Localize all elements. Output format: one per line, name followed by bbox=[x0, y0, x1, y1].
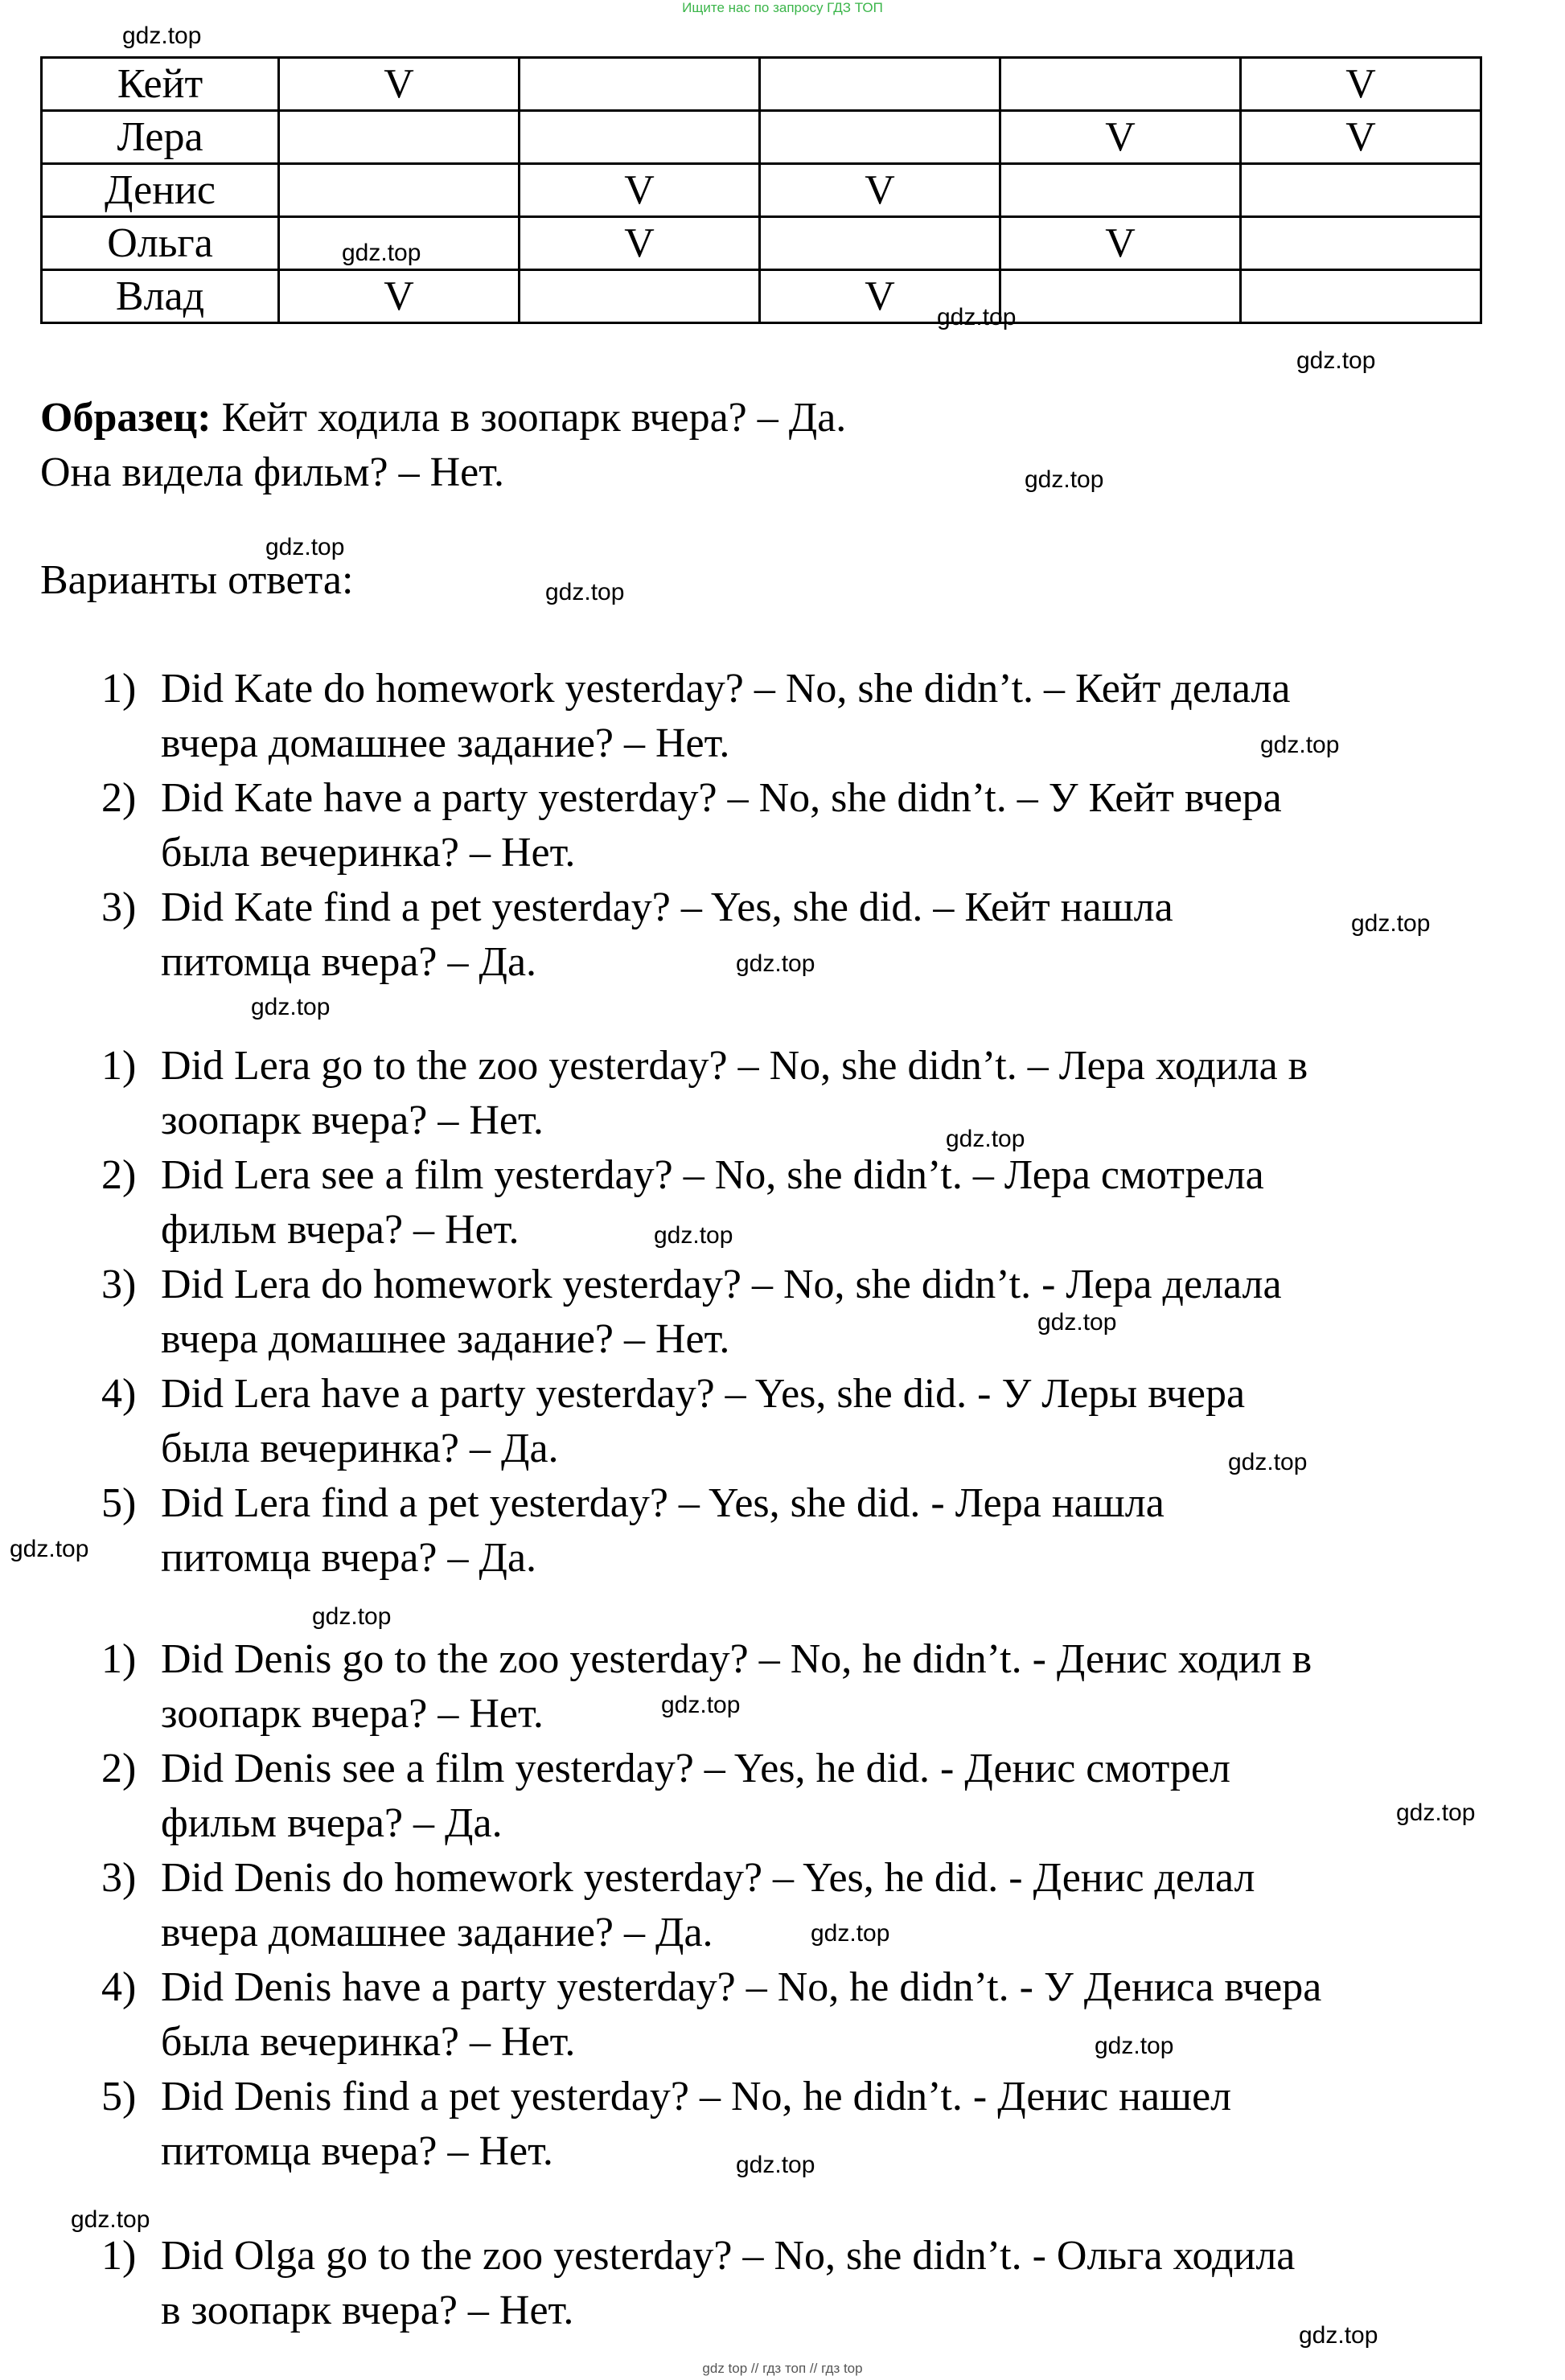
table-mark-cell bbox=[760, 217, 1000, 270]
table-mark-cell: V bbox=[1000, 111, 1241, 164]
watermark: gdz.top bbox=[661, 1692, 741, 1718]
item-number: 1) bbox=[101, 1043, 137, 1089]
answer-group-kate bbox=[0, 662, 1488, 990]
table-mark-cell bbox=[520, 270, 760, 323]
item-line: была вечеринка? – Нет. bbox=[161, 830, 576, 876]
list-item bbox=[0, 1742, 1488, 1851]
item-line: Did Denis go to the zoo yesterday? – No, he didn’t. - Денис ходил в bbox=[161, 1636, 1312, 1682]
bottom-banner: gdz top // гдз топ // гдз top bbox=[702, 2361, 863, 2376]
item-line: Did Denis see a film yesterday? – Yes, he did. - Денис смотрел bbox=[161, 1746, 1230, 1791]
watermark: gdz.top bbox=[265, 534, 345, 560]
item-line: Did Lera go to the zoo yesterday? – No, she didn’t. – Лера ходила в bbox=[161, 1043, 1308, 1089]
watermark: gdz.top bbox=[251, 994, 331, 1020]
item-line: питомца вчера? – Да. bbox=[161, 939, 537, 985]
sample-line-1 bbox=[40, 391, 846, 445]
watermark: gdz.top bbox=[654, 1222, 733, 1249]
table-mark-cell: V bbox=[279, 58, 520, 111]
item-number: 4) bbox=[101, 1371, 137, 1417]
watermark: gdz.top bbox=[1299, 2322, 1378, 2349]
item-line: Did Kate do homework yesterday? – No, she didn’t. – Кейт делала bbox=[161, 666, 1291, 712]
table-mark-cell: V bbox=[1241, 111, 1481, 164]
watermark: gdz.top bbox=[1037, 1309, 1117, 1336]
table-name-cell: Денис bbox=[42, 164, 279, 217]
watermark: gdz.top bbox=[122, 23, 202, 49]
table-mark-cell bbox=[1241, 270, 1481, 323]
watermark: gdz.top bbox=[1351, 910, 1431, 937]
watermark: gdz.top bbox=[1396, 1799, 1476, 1826]
table-name-cell: Кейт bbox=[42, 58, 279, 111]
item-number: 2) bbox=[101, 1746, 137, 1791]
table-mark-cell: V bbox=[520, 217, 760, 270]
watermark: gdz.top bbox=[1260, 732, 1340, 758]
answer-group-denis bbox=[0, 1632, 1488, 2179]
watermark: gdz.top bbox=[312, 1603, 392, 1630]
list-item bbox=[0, 1851, 1488, 1960]
item-line: Did Kate find a pet yesterday? – Yes, she did. – Кейт нашла bbox=[161, 884, 1173, 930]
item-line: фильм вчера? – Нет. bbox=[161, 1207, 520, 1253]
list-item bbox=[0, 880, 1488, 990]
item-line: Did Denis have a party yesterday? – No, he didn’t. - У Дениса вчера bbox=[161, 1964, 1322, 2010]
table-mark-cell bbox=[1000, 164, 1241, 217]
item-line: Did Denis find a pet yesterday? – No, he didn’t. - Денис нашел bbox=[161, 2074, 1232, 2119]
item-line: вчера домашнее задание? – Да. bbox=[161, 1910, 713, 1955]
item-line: Did Lera do homework yesterday? – No, she didn’t. - Лера делала bbox=[161, 1262, 1282, 1307]
item-number: 2) bbox=[101, 775, 137, 821]
sample-text: Кейт ходила в зоопарк вчера? – Да. bbox=[211, 395, 847, 441]
item-number: 5) bbox=[101, 2074, 137, 2119]
item-line: в зоопарк вчера? – Нет. bbox=[161, 2288, 574, 2333]
table-mark-cell bbox=[520, 58, 760, 111]
table-row bbox=[42, 111, 1481, 164]
item-number: 1) bbox=[101, 2233, 137, 2279]
watermark: gdz.top bbox=[10, 1536, 89, 1562]
table-row bbox=[42, 217, 1481, 270]
item-line: зоопарк вчера? – Нет. bbox=[161, 1098, 544, 1143]
item-number: 3) bbox=[101, 884, 137, 930]
variants-heading: Варианты ответа: bbox=[40, 557, 354, 603]
list-item bbox=[0, 1367, 1488, 1476]
list-item bbox=[0, 2070, 1488, 2179]
sample-line-2: Она видела фильм? – Нет. bbox=[40, 449, 505, 495]
watermark: gdz.top bbox=[1228, 1449, 1308, 1475]
item-line: Did Lera see a film yesterday? – No, she didn’t. – Лера смотрела bbox=[161, 1152, 1264, 1198]
list-item bbox=[0, 662, 1488, 771]
item-number: 2) bbox=[101, 1152, 137, 1198]
item-line: питомца вчера? – Нет. bbox=[161, 2128, 553, 2174]
table-mark-cell bbox=[1241, 217, 1481, 270]
table-mark-cell: V bbox=[1000, 217, 1241, 270]
item-number: 4) bbox=[101, 1964, 137, 2010]
list-item bbox=[0, 1148, 1488, 1258]
table-row bbox=[42, 270, 1481, 323]
watermark: gdz.top bbox=[811, 1920, 890, 1947]
table-mark-cell bbox=[1000, 58, 1241, 111]
table-mark-cell bbox=[760, 58, 1000, 111]
watermark: gdz.top bbox=[1025, 466, 1104, 493]
item-number: 5) bbox=[101, 1480, 137, 1526]
table-row bbox=[42, 164, 1481, 217]
item-line: была вечеринка? – Да. bbox=[161, 1426, 559, 1471]
list-item bbox=[0, 771, 1488, 880]
item-line: фильм вчера? – Да. bbox=[161, 1800, 503, 1846]
table-mark-cell bbox=[279, 217, 520, 270]
item-line: Did Kate have a party yesterday? – No, she didn’t. – У Кейт вчера bbox=[161, 775, 1282, 821]
item-line: Did Denis do homework yesterday? – Yes, he did. - Денис делал bbox=[161, 1855, 1255, 1901]
table-mark-cell bbox=[760, 111, 1000, 164]
list-item bbox=[0, 1476, 1488, 1586]
watermark: gdz.top bbox=[1296, 347, 1376, 374]
item-line: зоопарк вчера? – Нет. bbox=[161, 1691, 544, 1737]
item-line: вчера домашнее задание? – Нет. bbox=[161, 720, 730, 766]
watermark: gdz.top bbox=[937, 304, 1017, 330]
item-line: Did Lera find a pet yesterday? – Yes, she did. - Лера нашла bbox=[161, 1480, 1165, 1526]
table-row bbox=[42, 58, 1481, 111]
list-item bbox=[0, 1258, 1488, 1367]
table-mark-cell: V bbox=[1241, 58, 1481, 111]
table-name-cell: Ольга bbox=[42, 217, 279, 270]
watermark: gdz.top bbox=[342, 240, 421, 266]
answer-group-olga bbox=[0, 2229, 1488, 2338]
table-mark-cell bbox=[279, 111, 520, 164]
table-name-cell: Влад bbox=[42, 270, 279, 323]
list-item bbox=[0, 2229, 1488, 2338]
table-mark-cell bbox=[279, 164, 520, 217]
watermark: gdz.top bbox=[736, 2152, 815, 2178]
table-mark-cell bbox=[1241, 164, 1481, 217]
answer-group-lera bbox=[0, 1039, 1488, 1586]
watermark: gdz.top bbox=[1095, 2033, 1174, 2059]
sample-label: Образец: bbox=[40, 395, 212, 441]
item-number: 1) bbox=[101, 666, 137, 712]
table-name-cell: Лера bbox=[42, 111, 279, 164]
list-item bbox=[0, 1632, 1488, 1742]
item-line: Did Lera have a party yesterday? – Yes, she did. - У Леры вчера bbox=[161, 1371, 1246, 1417]
table-mark-cell: V bbox=[760, 164, 1000, 217]
activity-table bbox=[40, 56, 1482, 324]
item-line: питомца вчера? – Да. bbox=[161, 1535, 537, 1581]
item-line: Did Olga go to the zoo yesterday? – No, she didn’t. - Ольга ходила bbox=[161, 2233, 1296, 2279]
sample-block bbox=[40, 391, 846, 500]
table-mark-cell: V bbox=[760, 270, 1000, 323]
watermark: gdz.top bbox=[736, 950, 815, 977]
item-number: 1) bbox=[101, 1636, 137, 1682]
table-mark-cell: V bbox=[279, 270, 520, 323]
item-number: 3) bbox=[101, 1855, 137, 1901]
item-number: 3) bbox=[101, 1262, 137, 1307]
table-mark-cell: V bbox=[520, 164, 760, 217]
watermark: gdz.top bbox=[946, 1126, 1025, 1152]
table-mark-cell bbox=[520, 111, 760, 164]
watermark: gdz.top bbox=[545, 579, 625, 605]
top-banner: Ищите нас по запросу ГДЗ ТОП bbox=[682, 0, 883, 15]
item-line: была вечеринка? – Нет. bbox=[161, 2019, 576, 2065]
list-item bbox=[0, 1039, 1488, 1148]
table-mark-cell bbox=[1000, 270, 1241, 323]
item-line: вчера домашнее задание? – Нет. bbox=[161, 1316, 730, 1362]
watermark: gdz.top bbox=[71, 2206, 150, 2233]
list-item bbox=[0, 1960, 1488, 2070]
